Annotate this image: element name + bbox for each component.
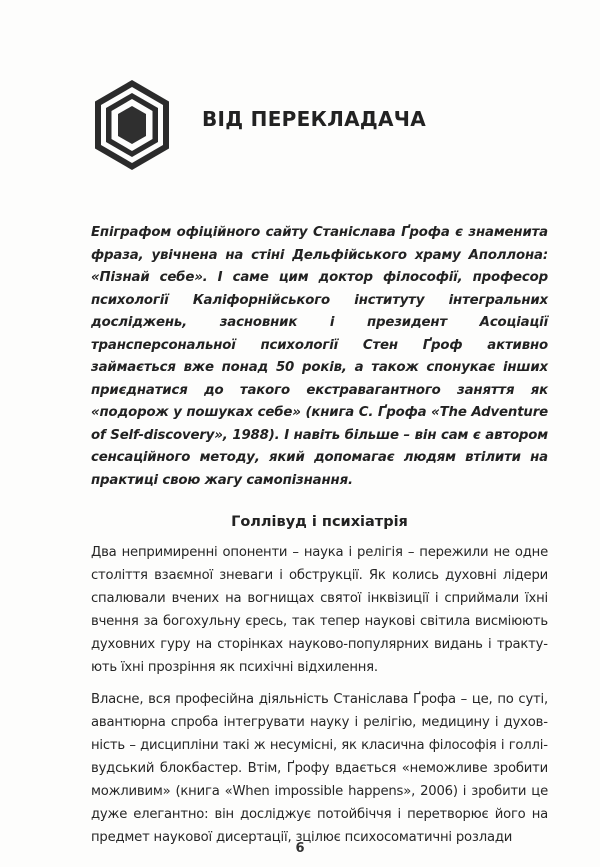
chapter-header [92,78,426,172]
section-heading: Голлівуд і психіатрія [231,514,408,530]
section-body [91,541,548,858]
nested-hexagon-icon [92,78,172,172]
page-number: 6 [295,841,305,856]
intro-paragraph: Епіграфом офіційного сайту Станіслава Ґрофа є знаменита фраза, увічнена на стіні Дельфійського храму Аполлона: «Пізнай себе». І саме цим доктор філософії, професор психології Каліфорнійського інституту інтегральних досліджень, засновник і президент Асоціації трансперсональної психології Стен Ґроф активно займається вже понад 50 років, а також спонукає інших приєднатися до такого екстравагантного заняття як «подорож у пошуках себе» (книга С. Ґрофа «The Adventure of Self-discovery», 1988). І навіть більше – він сам є автором сенсаційного методу, який допомагає людям втілити на практиці свою жагу самопізнання. [91,225,548,488]
body-paragraph: Власне, вся професійна діяльність Станіслава Ґрофа – це, по суті, авантюрна спроба інтегрувати науку і релігію, медицину і духовність – дисципліни такі ж несумісні, як класична філософія і голлівудський блокбастер. Втім, Ґрофу вдається «неможливе зробити можливим» (книга «When impossible happens», 2006) і зробити це дуже елегантно: він досліджує потойбіччя і перетворює його на предмет наукової дисертації, зцілює психосоматичні розлади [91,692,548,845]
body-paragraph: Два непримиренні опоненти – наука і релігія – пережили не одне століття взаємної зневаги і обструкції. Як колись духовні лідери спалювали вчених на вогнищах святої інквізиції і сприймали їхні вчення за богохульну єресь, так тепер наукові світила висміюють духовних гуру на сторінках науково-популярних видань і трактують їхні прозріння як психічні відхилення. [91,545,548,675]
chapter-title: ВІД ПЕРЕКЛАДАЧА [202,107,427,132]
